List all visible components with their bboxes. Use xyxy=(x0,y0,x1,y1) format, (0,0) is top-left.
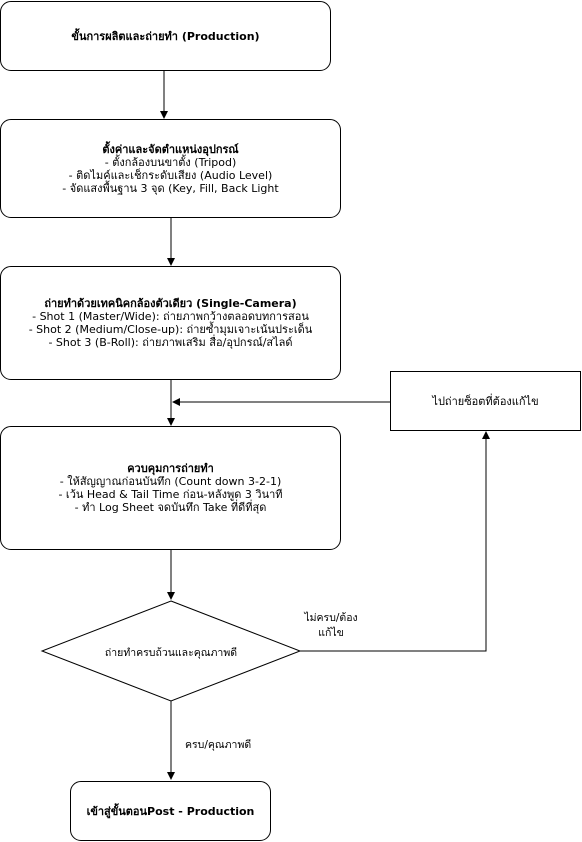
setup-line-1: - ตั้งกล้องบนขาตั้ง (Tripod) xyxy=(104,155,237,169)
post-node xyxy=(70,781,271,841)
edge-label-no-line-2: แก้ไข xyxy=(318,627,344,639)
setup-line-2: - ติดไมค์และเช็กระดับเสียง (Audio Level) xyxy=(68,168,273,182)
edge-label-no xyxy=(296,611,366,641)
shoot-line-1: - Shot 1 (Master/Wide): ถ่ายภาพกว้างตลอดบทการสอน xyxy=(32,310,309,323)
shoot-node xyxy=(0,266,341,380)
shoot-line-2: - Shot 2 (Medium/Close-up): ถ่ายซ้ำมุมเจาะเน้นประเด็น xyxy=(28,323,313,336)
post-title: เข้าสู่ขั้นตอนPost - Production xyxy=(86,804,255,818)
reshoot-node xyxy=(390,371,581,431)
setup-title: ตั้งค่าและจัดตำแหน่งอุปกรณ์ xyxy=(102,142,239,156)
control-line-3: - ทำ Log Sheet จดบันทึก Take ที่ดีที่สุด xyxy=(74,501,267,514)
control-title: ควบคุมการถ่ายทำ xyxy=(127,462,214,475)
control-line-1: - ให้สัญญาณก่อนบันทึก (Count down 3-2-1) xyxy=(59,475,282,488)
edge-label-no-line-1: ไม่ครบ/ต้อง xyxy=(304,612,358,624)
production-node xyxy=(0,1,331,71)
decision-label: ถ่ายทำครบถ้วนและคุณภาพดี xyxy=(104,647,238,659)
edge-label-yes: ครบ/คุณภาพดี xyxy=(185,739,252,751)
shoot-line-3: - Shot 3 (B-Roll): ถ่ายภาพเสริม สื่อ/อุปกรณ์/สไลด์ xyxy=(48,336,293,349)
setup-line-3: - จัดแสงพื้นฐาน 3 จุด (Key, Fill, Back Light xyxy=(62,181,279,195)
control-line-2: - เว้น Head & Tail Time ก่อน-หลังพูด 3 วินาที xyxy=(58,488,283,501)
control-node xyxy=(0,426,341,550)
setup-node xyxy=(0,119,341,218)
shoot-title: ถ่ายทำด้วยเทคนิคกล้องตัวเดียว (Single-Camera) xyxy=(44,297,297,310)
reshoot-label: ไปถ่ายซ็อตที่ต้องแก้ไข xyxy=(432,394,539,408)
production-title: ขั้นการผลิตและถ่ายทำ (Production) xyxy=(71,29,260,43)
